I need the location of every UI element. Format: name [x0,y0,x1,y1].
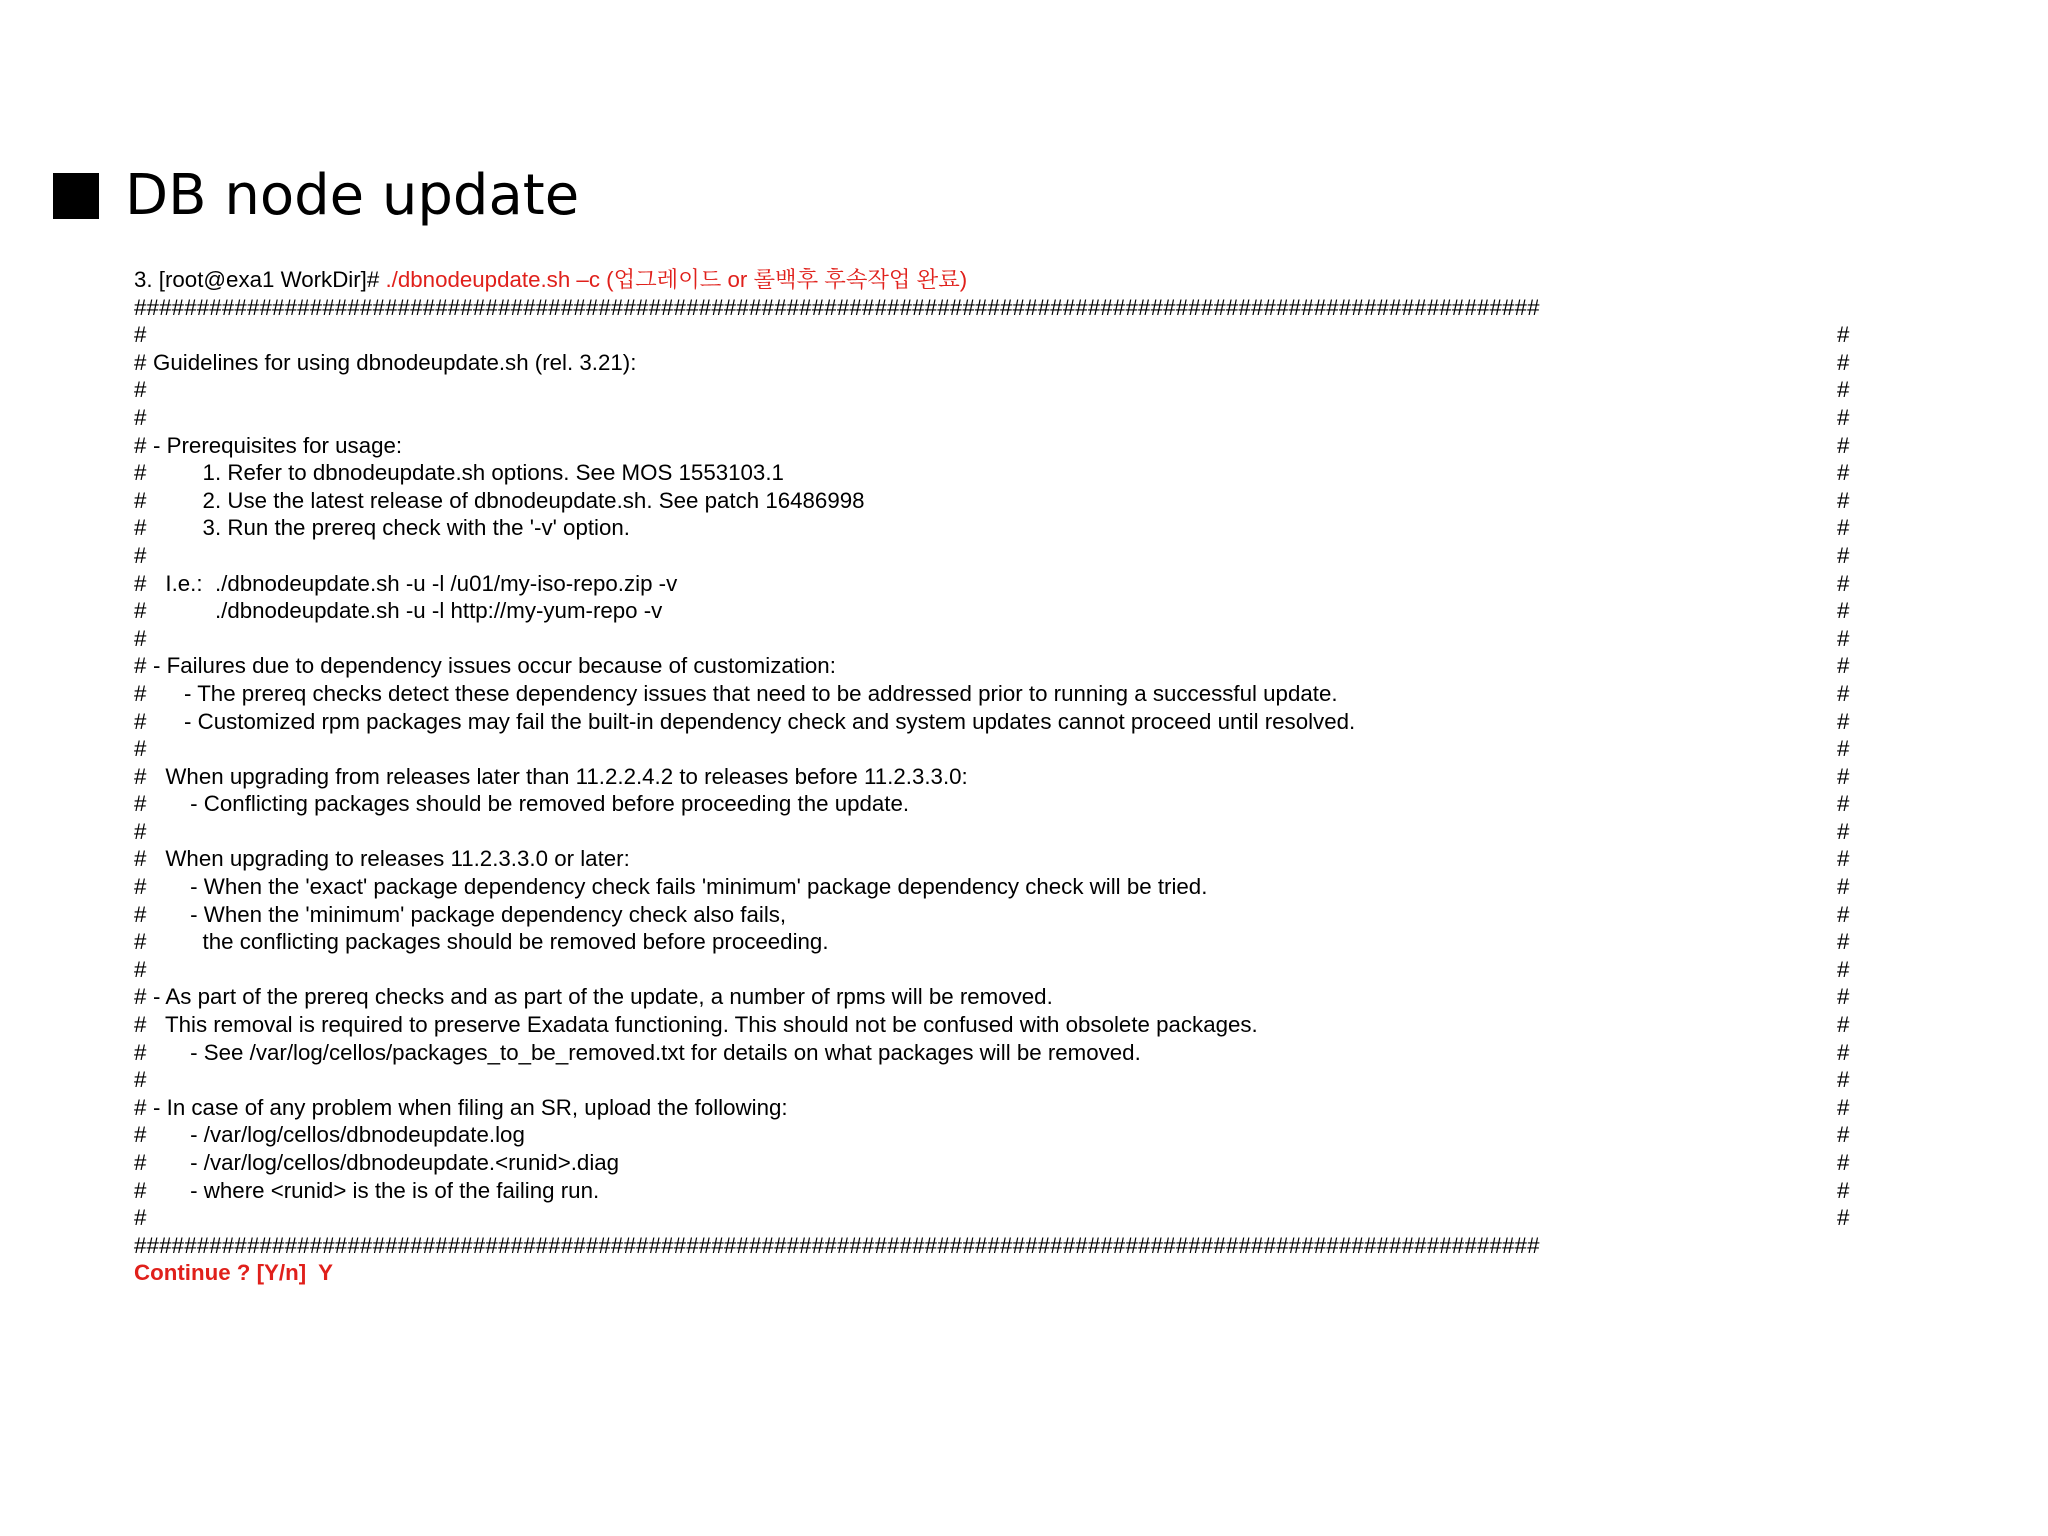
hash-right: # [1837,818,1850,844]
hash-left: # [134,791,147,817]
banner-line-text: - When the 'minimum' package dependency check also fails, [153,901,787,927]
banner-line [134,404,1859,432]
banner-line [134,1177,1859,1205]
hash-right: # [1837,984,1850,1010]
banner-line-text: This removal is required to preserve Exadata functioning. This should not be confused with obsolete packages. [153,1012,1258,1038]
banner-line [134,1039,1859,1067]
hash-right: # [1837,487,1850,513]
banner-line [134,376,1859,404]
hash-left: # [134,984,147,1010]
banner-line [134,1204,1859,1232]
hash-right: # [1837,460,1850,486]
hash-right: # [1837,432,1850,458]
hash-right: # [1837,1094,1850,1120]
banner-line [134,349,1859,377]
banner-border-bottom: ################################################################################################################ [134,1232,1540,1258]
hash-right: # [1837,708,1850,734]
banner-line [134,956,1859,984]
banner-line [134,1066,1859,1094]
banner-line [134,680,1859,708]
banner-line [134,652,1859,680]
banner-line [134,432,1859,460]
banner-line [134,928,1859,956]
banner-line-text: When upgrading to releases 11.2.3.3.0 or later: [153,846,630,872]
hash-right: # [1837,1067,1850,1093]
hash-right: # [1837,653,1850,679]
banner-line [134,625,1859,653]
hash-left: # [134,542,147,568]
hash-right: # [1837,846,1850,872]
banner-body [134,321,1859,1232]
hash-left: # [134,598,147,624]
hash-left: # [134,625,147,651]
hash-left: # [134,1067,147,1093]
command-prompt: 3. [root@exa1 WorkDir]# [134,267,386,292]
banner-line [134,321,1859,349]
banner-line [134,818,1859,846]
banner-line-text: When upgrading from releases later than 11.2.2.4.2 to releases before 11.2.3.3.0: [153,763,968,789]
continue-prompt: Continue ? [Y/n] Y [134,1260,334,1286]
hash-right: # [1837,901,1850,927]
banner-line-text: - Failures due to dependency issues occur because of customization: [153,653,836,679]
hash-right: # [1837,929,1850,955]
hash-left: # [134,404,147,430]
banner-line-text: 3. Run the prereq check with the '-v' option. [153,515,630,541]
hash-right: # [1837,763,1850,789]
banner-line [134,487,1859,515]
square-bullet-icon [53,173,99,219]
banner-line [134,459,1859,487]
hash-left: # [134,487,147,513]
hash-left: # [134,1150,147,1175]
page-title: DB node update [125,163,580,228]
terminal-output [134,266,1859,1287]
hash-left: # [134,653,147,679]
hash-right: # [1837,956,1850,982]
banner-line-text: - Conflicting packages should be removed before proceeding the update. [153,791,910,817]
banner-line-text: - Prerequisites for usage: [153,432,403,458]
hash-right: # [1837,680,1850,706]
banner-line [134,873,1859,901]
banner-line-text: I.e.: ./dbnodeupdate.sh -u -l /u01/my-iso-repo.zip -v [153,570,678,596]
banner-line-text: - As part of the prereq checks and as part of the update, a number of rpms will be removed. [153,984,1053,1010]
command-text: ./dbnodeupdate.sh –c (업그레이드 or 롤백후 후속작업 완료) [385,267,968,292]
hash-left: # [134,874,147,900]
banner-line [134,597,1859,625]
hash-left: # [134,1094,147,1120]
hash-left: # [134,1177,147,1203]
banner-line-text: the conflicting packages should be removed before proceeding. [153,929,829,955]
hash-left: # [134,846,147,872]
hash-right: # [1837,598,1850,624]
banner-line-text: - In case of any problem when filing an SR, upload the following: [153,1094,788,1120]
hash-left: # [134,708,147,734]
hash-left: # [134,929,147,955]
hash-left: # [134,432,147,458]
banner-border-top: ################################################################################################################ [134,294,1540,320]
hash-left: # [134,763,147,789]
banner-line [134,570,1859,598]
hash-left: # [134,1012,147,1038]
hash-right: # [1837,1177,1850,1203]
hash-right: # [1837,736,1850,762]
banner-line [134,983,1859,1011]
hash-right: # [1837,1205,1850,1231]
banner-line [134,1121,1859,1149]
banner-line [134,514,1859,542]
hash-left: # [134,736,147,762]
hash-left: # [134,460,147,486]
hash-right: # [1837,322,1850,348]
banner-line-text: 1. Refer to dbnodeupdate.sh options. See MOS 1553103.1 [153,460,784,486]
slide-title [53,158,579,234]
banner-line-text: - /var/log/cellos/dbnodeupdate.log [153,1122,525,1148]
hash-right: # [1837,1012,1850,1038]
banner-line [134,708,1859,736]
hash-left: # [134,349,147,375]
hash-left: # [134,1039,147,1065]
banner-line [134,901,1859,929]
hash-right: # [1837,377,1850,403]
hash-left: # [134,680,147,706]
hash-left: # [134,322,147,348]
banner-line [134,735,1859,763]
hash-left: # [134,1122,147,1148]
command-line [134,266,1859,294]
banner-line-text: 2. Use the latest release of dbnodeupdate.sh. See patch 16486998 [153,487,865,513]
banner-line [134,1149,1859,1177]
hash-right: # [1837,515,1850,541]
hash-right: # [1837,791,1850,817]
banner-line-text: - Customized rpm packages may fail the built-in dependency check and system updates cannot proceed until resolved. [153,708,1356,734]
hash-left: # [134,956,147,982]
hash-left: # [134,1205,147,1231]
hash-left: # [134,515,147,541]
hash-left: # [134,901,147,927]
hash-right: # [1837,349,1850,375]
hash-left: # [134,818,147,844]
banner-line [134,845,1859,873]
hash-right: # [1837,625,1850,651]
banner-line-text: - See /var/log/cellos/packages_to_be_removed.txt for details on what packages will be removed. [153,1039,1141,1065]
hash-right: # [1837,1122,1850,1148]
banner-line-text: - where <runid> is the is of the failing run. [153,1177,600,1203]
banner-line [134,763,1859,791]
banner-line-text: - The prereq checks detect these dependency issues that need to be addressed prior to running a successful update. [153,680,1338,706]
hash-right: # [1837,874,1850,900]
hash-right: # [1837,570,1850,596]
banner-line [134,542,1859,570]
banner-line-text: - /var/log/cellos/dbnodeupdate.<runid>.diag [153,1150,620,1175]
hash-right: # [1837,404,1850,430]
banner-line [134,1011,1859,1039]
hash-left: # [134,377,147,403]
hash-right: # [1837,1150,1850,1175]
banner-line [134,790,1859,818]
hash-left: # [134,570,147,596]
hash-right: # [1837,542,1850,568]
banner-line [134,1094,1859,1122]
banner-line-text: - When the 'exact' package dependency check fails 'minimum' package dependency check will be tried. [153,874,1208,900]
banner-line-text: ./dbnodeupdate.sh -u -l http://my-yum-repo -v [153,598,663,624]
hash-right: # [1837,1039,1850,1065]
banner-line-text: Guidelines for using dbnodeupdate.sh (rel. 3.21): [153,349,637,375]
